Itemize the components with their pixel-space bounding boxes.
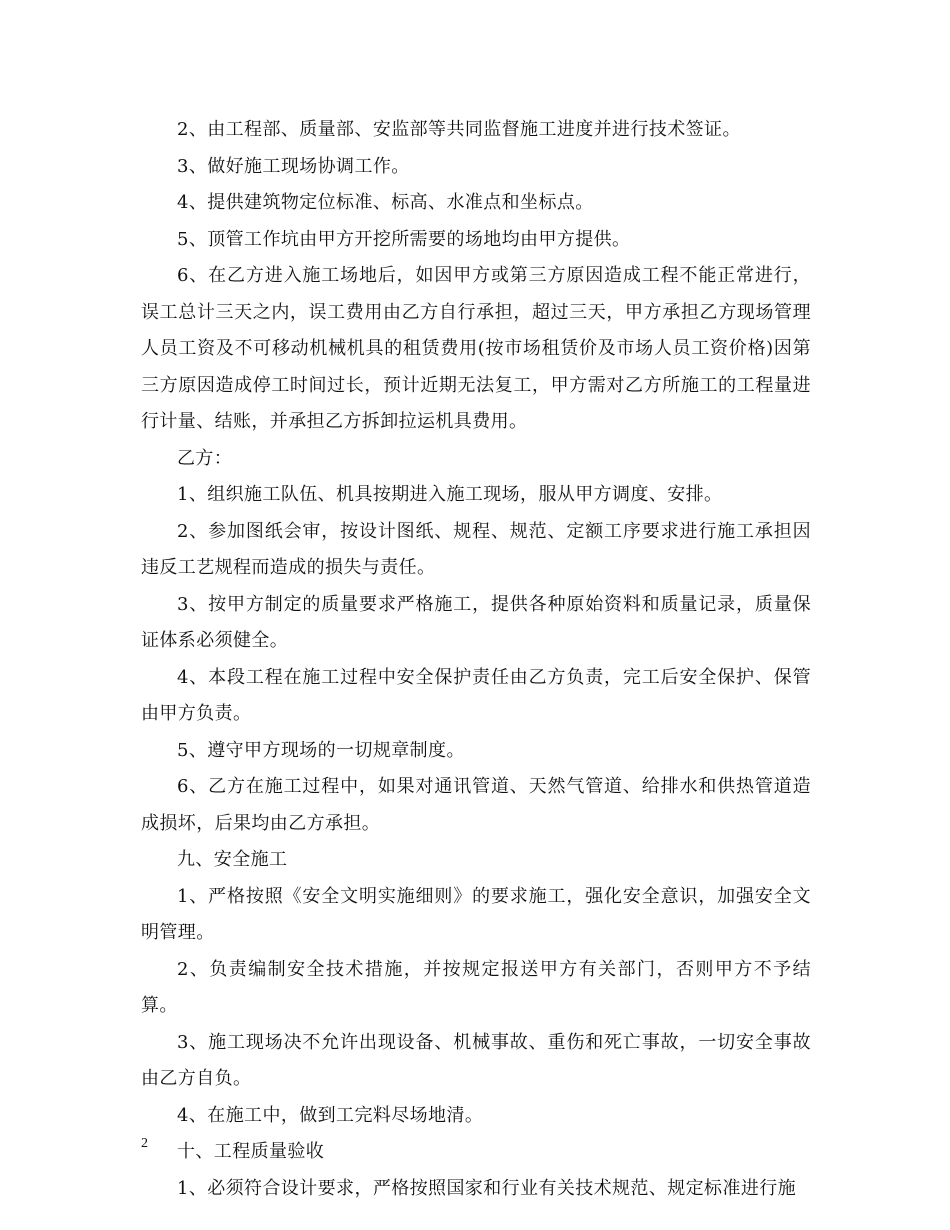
paragraph: 4、提供建筑物定位标准、标高、水准点和坐标点。: [177, 192, 594, 213]
paragraph: 5、顶管工作坑由甲方开挖所需要的场地均由甲方提供。: [177, 228, 631, 250]
section-heading-quality: 十、工程质量验收: [177, 1141, 325, 1162]
paragraph: 6、乙方在施工过程中，如果对通讯管道、天然气管道、给排水和供热管道造成损坏，后果均由乙方承担。: [141, 776, 811, 834]
paragraph: 3、施工现场决不允许出现设备、机械事故、重伤和死亡事故，一切安全事故由乙方自负。: [141, 1031, 811, 1089]
paragraph: 6、在乙方进入施工场地后，如因甲方或第三方原因造成工程不能正常进行，误工总计三天之内，误工费用由乙方自行承担，超过三天，甲方承担乙方现场管理人员工资及不可移动机械机具的租赁费用(按市场租赁价及市场人员工资价格)因第三方原因造成停工时间过长，预计近期无法复工，甲方需对乙方所施工的工程量进行计量、结账，并承担乙方拆卸拉运机具费用。: [141, 265, 811, 432]
party-b-heading: 乙方：: [177, 447, 233, 469]
paragraph: 4、本段工程在施工过程中安全保护责任由乙方负责，完工后安全保护、保管由甲方负责。: [141, 666, 811, 724]
paragraph: 2、由工程部、质量部、安监部等共同监督施工进度并进行技术签证。: [177, 119, 741, 140]
paragraph: 1、组织施工队伍、机具按期进入施工现场，服从甲方调度、安排。: [177, 484, 723, 505]
page-number: 2: [141, 1136, 148, 1151]
paragraph: 1、必须符合设计要求，严格按照国家和行业有关技术规范、规定标准进行施: [177, 1177, 797, 1199]
paragraph: 3、做好施工现场协调工作。: [177, 155, 410, 177]
paragraph: 2、参加图纸会审，按设计图纸、规程、规范、定额工序要求进行施工承担因违反工艺规程而造成的损失与责任。: [141, 520, 811, 578]
paragraph: 3、按甲方制定的质量要求严格施工，提供各种原始资料和质量记录，质量保证体系必须健全。: [141, 593, 811, 651]
paragraph: 1、严格按照《安全文明实施细则》的要求施工，强化安全意识，加强安全文明管理。: [141, 885, 811, 943]
section-heading-safety: 九、安全施工: [177, 849, 288, 870]
paragraph: 5、遵守甲方现场的一切规章制度。: [177, 739, 465, 761]
paragraph: 2、负责编制安全技术措施，并按规定报送甲方有关部门，否则甲方不予结算。: [141, 958, 811, 1016]
document-body: [141, 112, 811, 1207]
paragraph: 4、在施工中，做到工完料尽场地清。: [177, 1104, 484, 1126]
